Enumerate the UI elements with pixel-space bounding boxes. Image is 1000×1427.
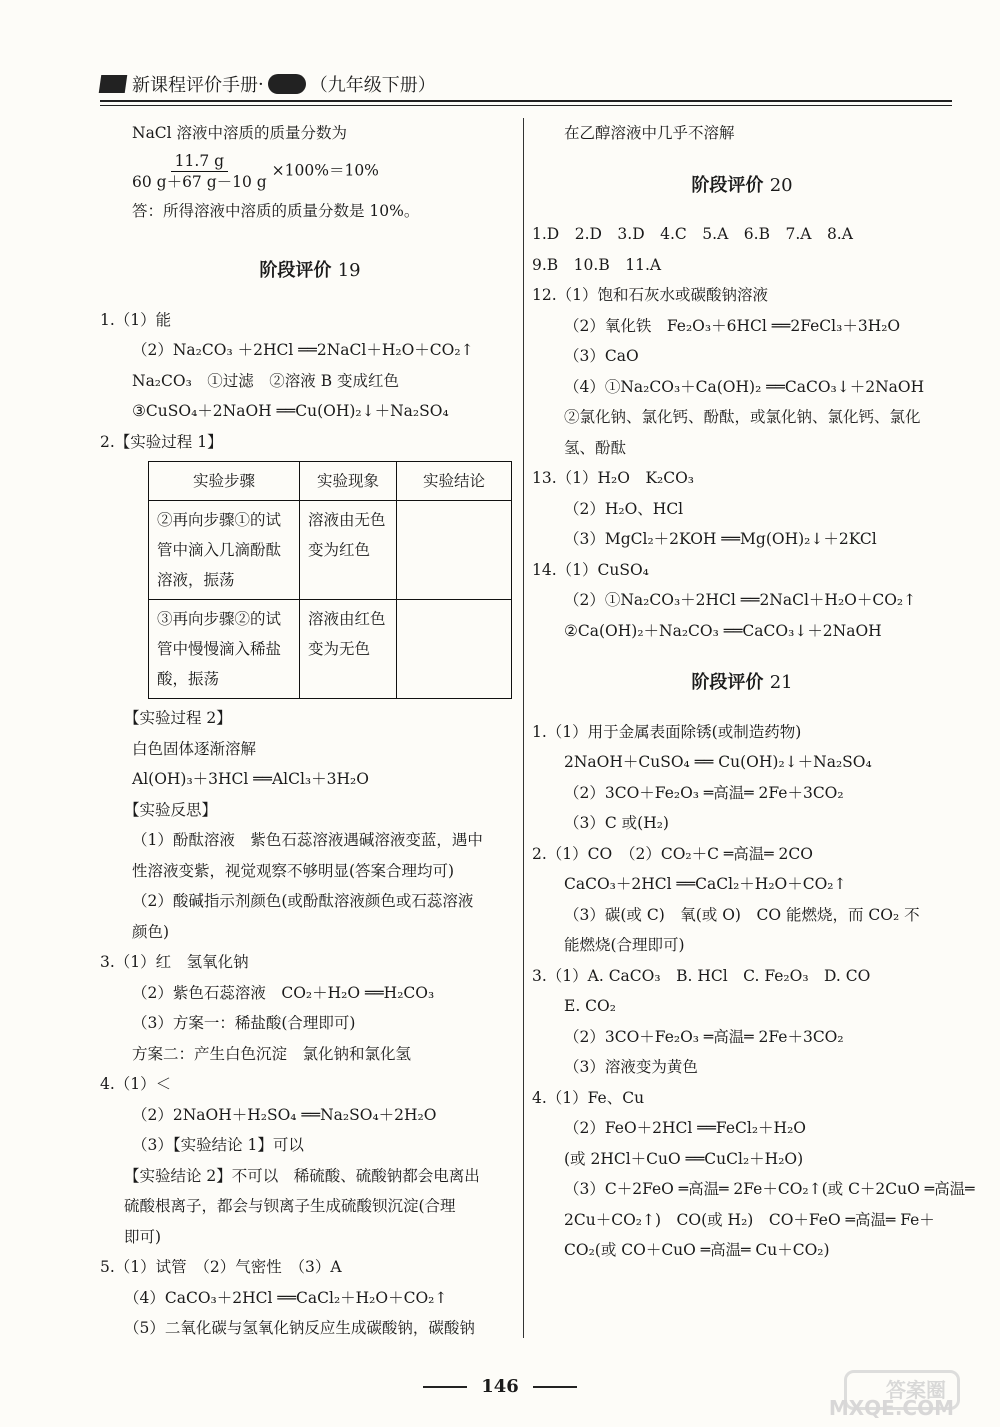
- answer-line: （3）MgCl₂＋2KOH ══Mg(OH)₂↓＋2KCl: [564, 530, 877, 548]
- subject-badge-icon: [268, 74, 306, 94]
- table-header-row: [149, 462, 512, 501]
- answer-line: （4）CaCO₃＋2HCl ══CaCl₂＋H₂O＋CO₂↑: [124, 1288, 448, 1307]
- answer-line: 13.（1）H₂O K₂CO₃: [532, 469, 695, 487]
- table-cell: ②再向步骤①的试管中滴入几滴酚酞溶液，振荡: [149, 501, 300, 600]
- answer-line: 12.（1）饱和石灰水或碳酸钠溶液: [532, 286, 769, 304]
- answer-line: 【实验过程 2】: [124, 709, 232, 727]
- answer-line: 1.D 2.D 3.D 4.C 5.A 6.B 7.A 8.A: [532, 225, 853, 243]
- intro-answer: 答：所得溶液中溶质的质量分数是 10%。: [132, 201, 420, 220]
- header-grade: （九年级下册）: [309, 75, 436, 96]
- table-cell: [397, 600, 512, 699]
- answer-line: Al(OH)₃＋3HCl ══AlCl₃＋3H₂O: [132, 770, 369, 788]
- header-title: 新课程评价手册: [132, 75, 258, 96]
- answer-line: （2）FeO＋2HCl ══FeCl₂＋H₂O: [564, 1119, 806, 1137]
- answer-line: 9.B 10.B 11.A: [532, 255, 662, 274]
- watermark: [760, 1370, 960, 1420]
- answer-line: 即可): [124, 1227, 162, 1246]
- answer-line: 3.（1）A. CaCO₃ B. HCl C. Fe₂O₃ D. CO: [532, 966, 871, 985]
- answer-line: 能燃烧(合理即可): [564, 936, 685, 954]
- table-header: 实验步骤: [149, 462, 300, 501]
- answer-line: 【实验反思】: [124, 800, 218, 819]
- footer-ornament-icon: [423, 1386, 467, 1388]
- table-row: [149, 600, 512, 699]
- answer-line: （2）酸碱指示剂颜色(或酚酞溶液颜色或石蕊溶液: [132, 892, 474, 910]
- answer-line: 【实验结论 2】不可以 稀硫酸、硫酸钠都会电离出: [124, 1166, 480, 1185]
- answer-line: 3.（1）红 氢氧化钠: [100, 953, 249, 971]
- answer-line: 2.【实验过程 1】: [100, 432, 223, 451]
- answer-line: （1）酚酞溶液 紫色石蕊溶液遇碱溶液变蓝，遇中: [132, 831, 483, 849]
- section-number: 20: [769, 174, 793, 196]
- answer-line: （5）二氧化碳与氢氧化钠反应生成碳酸钠，碳酸钠: [124, 1319, 475, 1337]
- answer-line: Na₂CO₃ ①过滤 ②溶液 B 变成红色: [132, 371, 400, 390]
- fraction-tail: ×100%＝10%: [271, 161, 379, 179]
- header-rule: [100, 100, 952, 106]
- table-header: 实验现象: [300, 462, 397, 501]
- answer-line: 颜色): [132, 922, 170, 941]
- answer-line: E. CO₂: [564, 997, 616, 1015]
- table-row: [149, 501, 512, 600]
- answer-line: ③CuSO₄＋2NaOH ══Cu(OH)₂↓＋Na₂SO₄: [132, 402, 449, 420]
- experiment-table: [148, 461, 512, 699]
- table-cell: 溶液由无色变为红色: [300, 501, 397, 600]
- table-header: 实验结论: [397, 462, 512, 501]
- section-number: 21: [769, 672, 793, 693]
- book-logo-icon: [99, 75, 128, 93]
- intro-line: NaCl 溶液中溶质的质量分数为: [132, 124, 348, 142]
- answer-line: 4.（1）Fe、Cu: [532, 1088, 645, 1107]
- answer-line: （2）紫色石蕊溶液 CO₂＋H₂O ══H₂CO₃: [132, 983, 435, 1002]
- section-label: 阶段评价: [259, 260, 332, 281]
- answer-line: （2）①Na₂CO₃＋2HCl ══2NaCl＋H₂O＋CO₂↑: [564, 591, 917, 609]
- answer-line: 4.（1）＜: [100, 1075, 172, 1093]
- right-column: [532, 118, 975, 1266]
- section-title-20: [532, 171, 952, 202]
- column-divider: [523, 118, 524, 1338]
- fraction-denominator: 60 g＋67 g－10 g: [132, 172, 267, 191]
- answer-line: 白色固体逐渐溶解: [132, 739, 257, 758]
- section-title-21: [532, 668, 952, 699]
- answer-line: （3）碳(或 C) 氧(或 O) CO 能燃烧，而 CO₂ 不: [564, 905, 920, 924]
- section-number: 19: [337, 260, 361, 281]
- answer-line: （4）①Na₂CO₃＋Ca(OH)₂ ══CaCO₃↓＋2NaOH: [564, 377, 925, 396]
- table-cell: [397, 501, 512, 600]
- answer-line: CO₂(或 CO＋CuO ═高温═ Cu＋CO₂): [564, 1241, 830, 1259]
- answer-line: （2）Na₂CO₃ ＋2HCl ══2NaCl＋H₂O＋CO₂↑: [132, 341, 474, 359]
- watermark-brand: 答案圈: [886, 1378, 946, 1402]
- answer-line: 2.（1）CO （2）CO₂＋C ═高温═ 2CO: [532, 844, 813, 863]
- answer-line: 性溶液变紫，视觉观察不够明显(答案合理均可): [132, 861, 455, 880]
- answer-line: (或 2HCl＋CuO ══CuCl₂＋H₂O): [564, 1149, 804, 1168]
- watermark-url: MXQE.COM: [828, 1396, 954, 1420]
- answer-line: （2）2NaOH＋H₂SO₄ ══Na₂SO₄＋2H₂O: [132, 1105, 437, 1124]
- fraction-line: [100, 151, 520, 192]
- answer-line: （2）H₂O、HCl: [564, 499, 684, 518]
- page-number: 146: [481, 1376, 519, 1397]
- section-label: 阶段评价: [691, 174, 764, 196]
- answer-line: 2NaOH＋CuSO₄ ══ Cu(OH)₂↓＋Na₂SO₄: [564, 753, 872, 771]
- answer-line: （3）【实验结论 1】可以: [132, 1136, 304, 1154]
- answer-line: 方案二：产生白色沉淀 氯化钠和氯化氢: [132, 1044, 412, 1063]
- answer-line: 5.（1）试管 （2）气密性 （3）A: [100, 1258, 342, 1276]
- left-column: [100, 118, 520, 1344]
- answer-line: ②Ca(OH)₂＋Na₂CO₃ ══CaCO₃↓＋2NaOH: [564, 621, 882, 640]
- section-label: 阶段评价: [691, 672, 764, 693]
- answer-line: （3）溶液变为黄色: [564, 1058, 698, 1076]
- answer-line: （2）3CO＋Fe₂O₃ ═高温═ 2Fe＋3CO₂: [564, 1027, 844, 1046]
- page-header: [100, 68, 952, 100]
- table-cell: ③再向步骤②的试管中慢慢滴入稀盐酸，振荡: [149, 600, 300, 699]
- answer-line: （3）C＋2FeO ═高温═ 2Fe＋CO₂↑(或 C＋2CuO ═高温═: [564, 1180, 975, 1198]
- answer-line: （2）3CO＋Fe₂O₃ ═高温═ 2Fe＋3CO₂: [564, 783, 844, 802]
- answer-line: 2Cu＋CO₂↑) CO(或 H₂) CO＋FeO ═高温═ Fe＋: [564, 1210, 935, 1229]
- table-cell: 溶液由红色变为无色: [300, 600, 397, 699]
- section-title-19: [100, 256, 520, 287]
- answer-line: 1.（1）能: [100, 310, 172, 329]
- answer-line: 在乙醇溶液中几乎不溶解: [564, 124, 735, 142]
- answer-line: （3）C 或(H₂): [564, 814, 669, 832]
- footer-ornament-icon: [533, 1386, 577, 1388]
- answer-line: 14.（1）CuSO₄: [532, 560, 649, 579]
- answer-line: 氢、酚酞: [564, 438, 627, 457]
- header-dot: ·: [258, 73, 264, 95]
- answer-line: CaCO₃＋2HCl ══CaCl₂＋H₂O＋CO₂↑: [564, 875, 847, 893]
- answer-line: 1.（1）用于金属表面除锈(或制造药物): [532, 722, 802, 741]
- answer-line: （2）氧化铁 Fe₂O₃＋6HCl ══2FeCl₃＋3H₂O: [564, 316, 901, 335]
- answer-line: ②氯化钠、氯化钙、酚酞，或氯化钠、氯化钙、氯化: [564, 408, 921, 426]
- answer-line: （3）CaO: [564, 347, 639, 365]
- answer-line: 硫酸根离子，都会与钡离子生成硫酸钡沉淀(合理: [124, 1197, 456, 1215]
- fraction: [132, 151, 267, 192]
- answer-line: （3）方案一：稀盐酸(合理即可): [132, 1014, 356, 1032]
- fraction-numerator: 11.7 g: [171, 151, 228, 172]
